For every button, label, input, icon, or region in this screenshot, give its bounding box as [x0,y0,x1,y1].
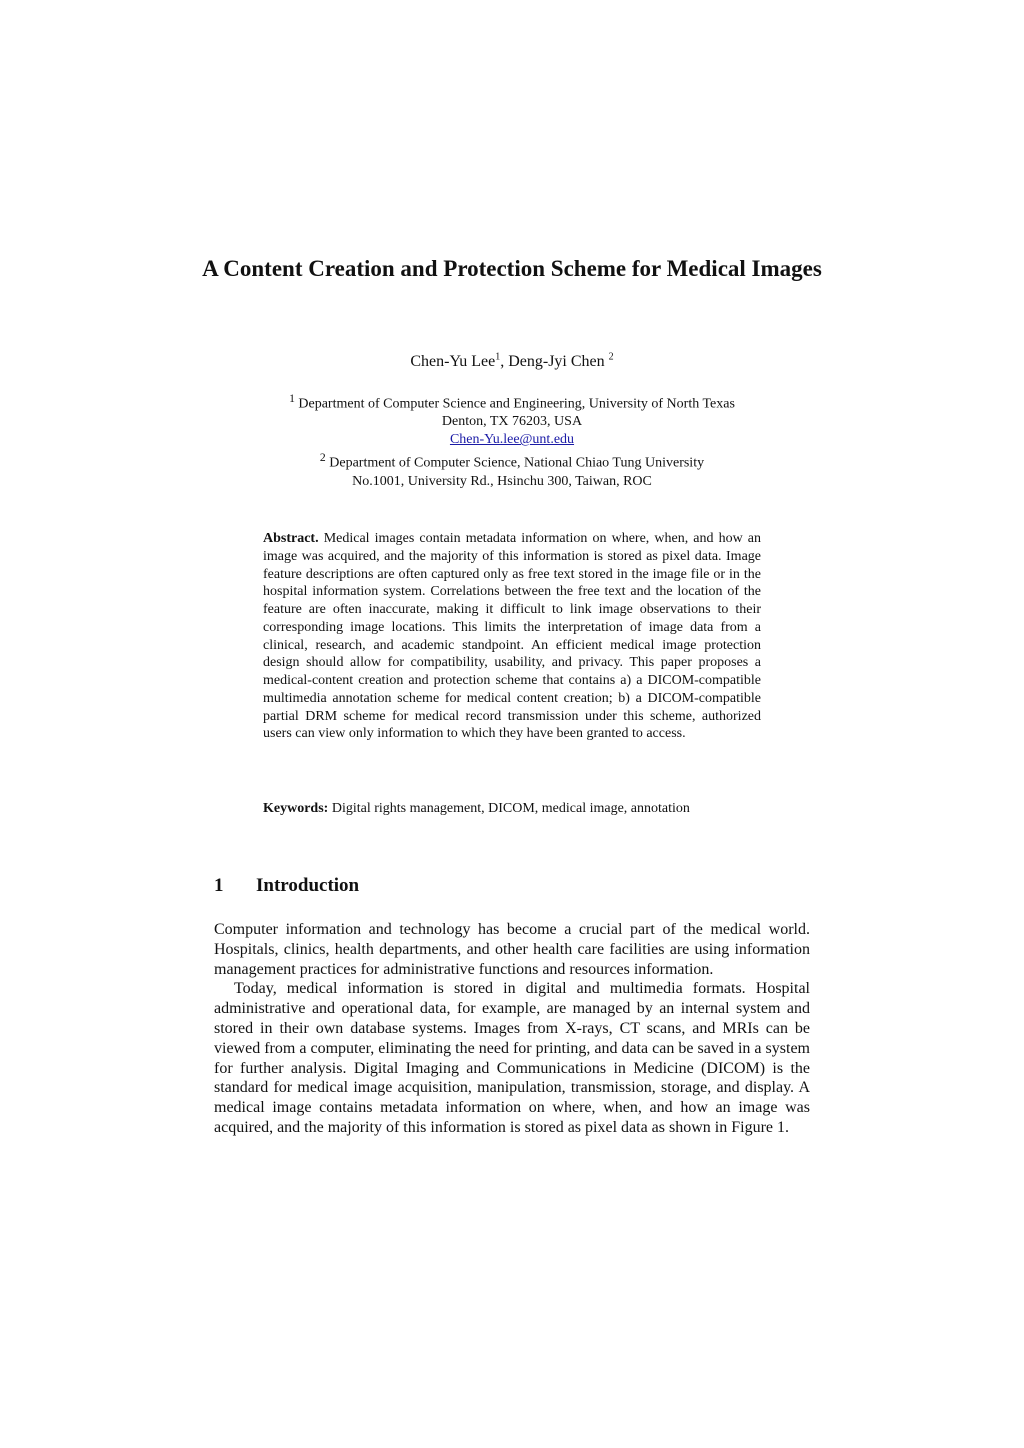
affiliation-marker: 2 [319,451,326,465]
author-list [200,352,824,372]
section-number: 1 [214,875,224,896]
affiliation-text: Department of Computer Science, National Chiao Tung University [329,455,705,471]
author-separator: , [500,353,509,370]
author-name: Chen-Yu Lee [410,353,496,370]
body-paragraph: Today, medical information is stored in digital and multimedia formats. Hospital administrative and operational data, for example, are managed by an internal system and stored in their own database systems. Images from X-rays, CT scans, and MRIs can be viewed from a computer, eliminating the need for printing, and data can be saved in a system for further analysis. Digital Imaging and Communications in Medicine (DICOM) is the standard for medical image acquisition, manipulation, transmission, storage, and display. A medical image contains metadata information on where, when, and how an image was acquired, and the majority of this information is stored as pixel data as shown in Figure 1. [214,980,810,1136]
affiliation-1-line-2: Denton, TX 76203, USA [441,414,583,430]
affiliation-2-line-2: No.1001, University Rd., Hsinchu 300, Taiwan, ROC [352,473,652,489]
author-affiliation-marker: 2 [608,351,614,363]
keywords-text: Digital rights management, DICOM, medical image, annotation [331,801,690,816]
affiliation-text: Department of Computer Science and Engineering, University of North Texas [298,396,735,412]
section-body [214,920,810,1138]
keywords-label: Keywords: [263,801,329,816]
email-line [200,431,824,449]
section-title: Introduction [256,875,360,896]
abstract-text: Medical images contain metadata information on where, when, and how an image was acquired, and the majority of this information is stored as pixel data. Image feature descriptions are often captured only as free text stored in the image file or in the hospital information system. Correlations between the free text and the location of the feature are often inaccurate, making it difficult to link image observations to their corresponding image locations. This limits the interpretation of image data from a clinical, research, and academic standpoint. An efficient medical image protection design should allow for compatibility, usability, and privacy. This paper proposes a medical-content creation and protection scheme that contains a) a DICOM-compatible multimedia annotation scheme for medical content creation; b) a DICOM-compatible partial DRM scheme for medical record transmission under this scheme, authorized users can view only information to which they have been granted to access. [263,531,761,742]
affiliation-1-line-1 [200,390,824,413]
section-heading [214,874,359,898]
author-email-link[interactable]: Chen-Yu.lee@unt.edu [449,432,575,448]
affiliation-block [200,390,824,490]
author-affiliation-marker: 1 [495,351,501,363]
keywords [263,800,783,818]
body-paragraph: Computer information and technology has become a crucial part of the medical world. Hospitals, clinics, health departments, and other health care facilities are using information management practices for administrative functions and resources information. [214,921,810,978]
author-name: Deng-Jyi Chen [508,353,605,370]
affiliation-marker: 1 [289,392,295,405]
abstract [263,530,761,743]
paper-title: A Content Creation and Protection Scheme for Medical Images [202,256,822,281]
affiliation-2-line-1 [200,449,824,472]
abstract-label: Abstract. [263,531,319,546]
